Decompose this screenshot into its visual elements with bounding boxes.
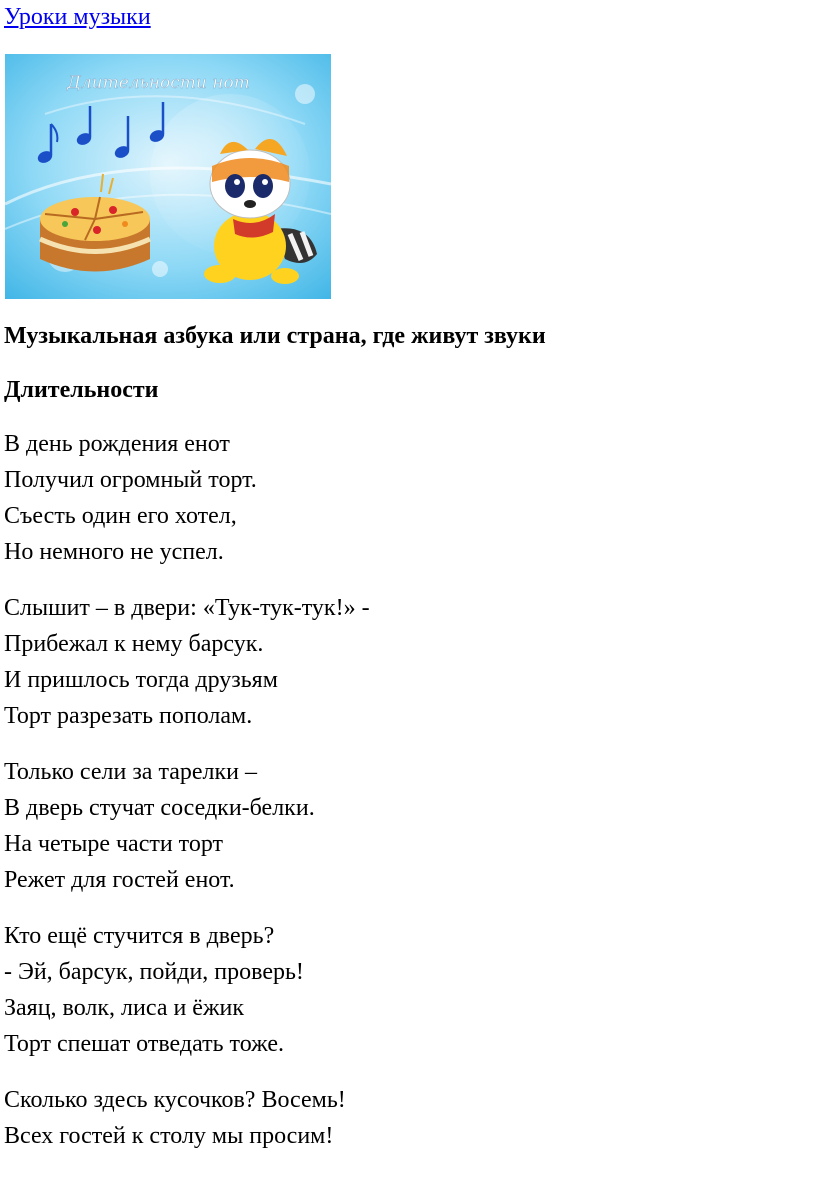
poem-line: Торт разрезать пополам. [4, 703, 253, 729]
lessons-link[interactable]: Уроки музыки [4, 4, 151, 30]
poem-line: Но немного не успел. [4, 539, 224, 565]
stanza [4, 918, 370, 1062]
poem [4, 426, 370, 1174]
poem-line: Съесть один его хотел, [4, 503, 237, 529]
stanza [4, 426, 370, 570]
page-title: Музыкальная азбука или страна, где живут звуки [4, 323, 546, 349]
stanza [4, 590, 370, 734]
poem-line: Прибежал к нему барсук. [4, 631, 264, 657]
poem-line: Слышит – в двери: «Тук-тук-тук!» - [4, 595, 370, 621]
poem-line: Режет для гостей енот. [4, 867, 235, 893]
illustration-caption: Длительности нот [67, 73, 250, 93]
poem-line: На четыре части торт [4, 831, 224, 857]
poem-line: - Эй, барсук, пойди, проверь! [4, 959, 304, 985]
poem-line: В день рождения енот [4, 431, 230, 457]
poem-line: Торт спешат отведать тоже. [4, 1031, 285, 1057]
poem-line: Кто ещё стучится в дверь? [4, 923, 275, 949]
poem-line: Всех гостей к столу мы просим! [4, 1123, 334, 1149]
stanza [4, 1082, 370, 1154]
poem-line: Заяц, волк, лиса и ёжик [4, 995, 245, 1021]
note-durations-illustration [5, 54, 331, 299]
poem-line: И пришлось тогда друзьям [4, 667, 278, 693]
section-title: Длительности [4, 377, 159, 403]
poem-line: В дверь стучат соседки-белки. [4, 795, 315, 821]
poem-line: Получил огромный торт. [4, 467, 257, 493]
poem-line: Только сели за тарелки – [4, 759, 258, 785]
stanza [4, 754, 370, 898]
poem-line: Сколько здесь кусочков? Восемь! [4, 1087, 346, 1113]
